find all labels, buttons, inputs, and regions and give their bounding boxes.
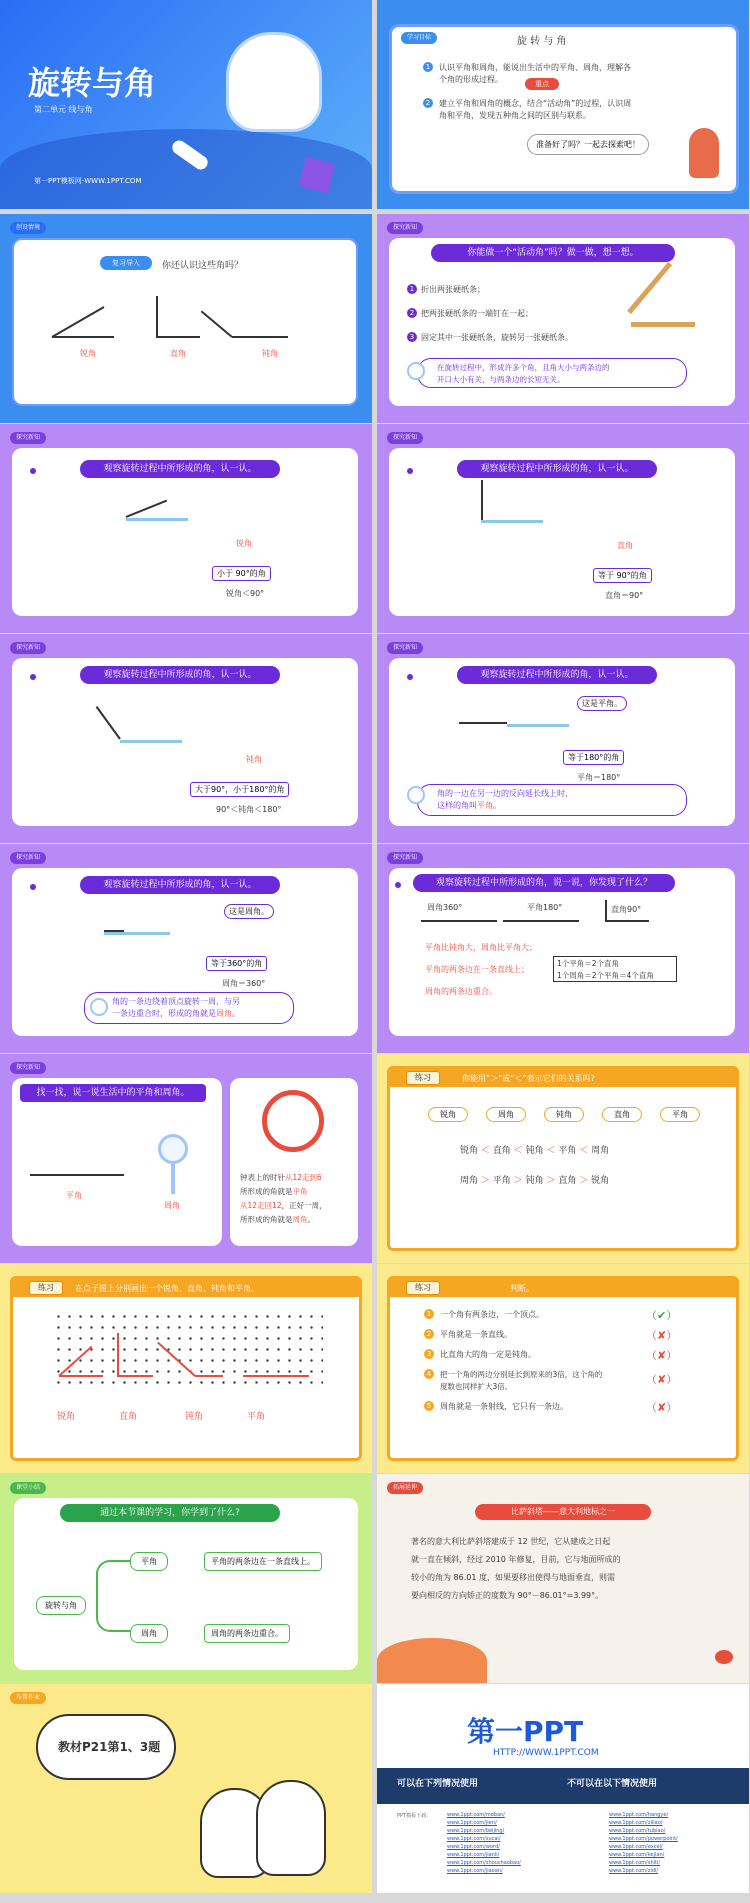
summary-card	[14, 1498, 358, 1670]
bullet-dot	[30, 674, 36, 680]
summary-root: 旋转与角	[36, 1596, 86, 1615]
cover-title: 旋转与角	[28, 64, 157, 102]
homework-task: 教材P21第1、3题	[58, 1740, 161, 1754]
draw-tag: 练习	[29, 1281, 63, 1295]
relation-2: 1个周角＝2个平角＝4个直角	[557, 971, 654, 980]
compare-tag: 探究新知	[387, 852, 423, 864]
note-text-end: 。	[232, 1009, 240, 1018]
life-tag: 探究新知	[10, 1062, 46, 1074]
full-def-box: 等于360°的角	[206, 956, 267, 971]
straight-tag: 探究新知	[387, 642, 423, 654]
paren: （	[646, 1309, 657, 1322]
row1-sign: ＜	[579, 1146, 589, 1156]
obtuse-name: 钝角	[246, 755, 262, 764]
straight-relation: 平角＝180°	[577, 773, 621, 782]
note-text: 这样的角叫	[437, 801, 477, 810]
branch-lines	[96, 1560, 130, 1632]
acute-tag: 探究新知	[10, 432, 46, 444]
brand-link2-2[interactable]: www.1ppt.com/tubiao/	[609, 1828, 666, 1834]
judge-item-4b: 度数也同样扩大3倍。	[440, 1382, 513, 1391]
extend-line-4: 要向相反的方向矫正的度数为 90°－86.01°=3.99°。	[411, 1591, 604, 1600]
note-text: 一条边重合时，形成的角就是	[112, 1009, 216, 1018]
slide-summary[interactable]	[0, 1474, 372, 1683]
order-tag: 练习	[406, 1071, 440, 1085]
summary-header: 通过本节课的学习，你学到了什么?	[60, 1504, 280, 1522]
paren: ）	[666, 1309, 678, 1322]
clock-highlight: 周角	[292, 1215, 308, 1224]
ladybug-icon	[715, 1650, 733, 1664]
clock-icon	[262, 1090, 324, 1152]
review-badge: 复习导入	[100, 256, 152, 270]
relation-1: 1个平角＝2个直角	[557, 959, 620, 968]
brand-link2-4[interactable]: www.1ppt.com/excel/	[609, 1844, 663, 1850]
slide-brand[interactable]	[377, 1684, 749, 1893]
clock-text: 所形成的角就是	[240, 1215, 293, 1224]
bullet-dot	[407, 468, 413, 474]
judge-result-3	[646, 1347, 677, 1363]
homework-tag: 布置作业	[10, 1692, 46, 1704]
bullet-dot	[395, 882, 401, 888]
activity-tag: 探究新知	[387, 222, 423, 234]
right-def-box: 等于 90°的角	[593, 568, 652, 583]
step-2-num: 2	[407, 308, 417, 318]
life-full: 周角	[164, 1201, 180, 1210]
chip-3[interactable]: 直角	[602, 1107, 642, 1122]
paren: ）	[666, 1373, 678, 1386]
draw-straight	[243, 1375, 309, 1377]
summary-branch-2: 周角	[130, 1624, 168, 1643]
acute-base	[52, 336, 114, 338]
extend-tag: 拓展延伸	[387, 1482, 423, 1494]
fixed-strip	[481, 520, 543, 523]
goals-tag: 学习目标	[401, 32, 437, 44]
judge-result-2	[646, 1327, 677, 1343]
mascot-icon	[90, 998, 108, 1016]
strip-horizontal	[631, 322, 695, 327]
judge-num-1: 1	[424, 1309, 434, 1319]
life-card-left	[12, 1078, 222, 1246]
cross-icon: ✘	[657, 1329, 667, 1342]
draw-label-1: 直角	[119, 1412, 138, 1422]
slide-judge[interactable]	[377, 1264, 749, 1473]
clock-highlight: 从12走回12	[240, 1201, 282, 1210]
extend-line-1: 著名的意大利比萨斜塔建成于 12 世纪，它从建成之日起	[411, 1537, 611, 1546]
paren: （	[646, 1349, 657, 1362]
goal-1-text-b: 个角的形成过程。	[439, 75, 503, 84]
acute-def-box: 小于 90°的角	[212, 566, 271, 581]
bullet-dot	[407, 674, 413, 680]
row2-sign: ＞	[546, 1176, 556, 1186]
judge-num-3: 3	[424, 1349, 434, 1359]
judge-item-1: 一个角有两条边，一个顶点。	[440, 1310, 544, 1319]
row1-item: 锐角	[460, 1146, 479, 1156]
brand-link-2[interactable]: www.1ppt.com/beijing/	[447, 1828, 505, 1834]
goals-card	[389, 24, 739, 194]
label-straight: 平角180°	[527, 903, 563, 912]
step-1-num: 1	[407, 284, 417, 294]
brand-link-0[interactable]: www.1ppt.com/moban/	[447, 1812, 505, 1818]
full-arm	[104, 930, 124, 932]
robot-illustration	[226, 32, 322, 132]
acute-relation: 锐角＜90°	[226, 589, 265, 598]
note-highlight: 周角	[216, 1009, 232, 1018]
slide-extend[interactable]	[377, 1474, 749, 1683]
right-header: 观察旋转过程中所形成的角，认一认。	[457, 460, 657, 478]
brand-logo: 第一PPT	[467, 1715, 584, 1748]
clock-line-1	[240, 1172, 322, 1183]
straight-line	[503, 920, 579, 922]
paren: ）	[666, 1349, 678, 1362]
obtuse-def-box: 大于90°，小于180°的角	[190, 782, 289, 797]
obtuse-tag: 探究新知	[10, 642, 46, 654]
judge-head	[390, 1279, 736, 1297]
draw-right-vert	[117, 1333, 119, 1375]
finding-1: 平角比钝角大，周角比平角大；	[425, 943, 537, 952]
brand-cannot: 不可以在以下情况使用	[567, 1779, 658, 1789]
row2-item: 平角	[492, 1176, 511, 1186]
slide-acute[interactable]	[0, 424, 372, 633]
goals-bubble: 准备好了吗？一起去探索吧！	[527, 134, 649, 155]
judge-tag: 练习	[406, 1281, 440, 1295]
draw-panel	[10, 1276, 362, 1461]
order-panel	[387, 1066, 739, 1251]
right-vert	[605, 900, 607, 922]
judge-result-1	[646, 1307, 677, 1323]
step-3-num: 3	[407, 332, 417, 342]
mascot-icon	[407, 362, 425, 380]
straight-header: 观察旋转过程中所形成的角，认一认。	[457, 666, 657, 684]
draw-right-base	[117, 1375, 153, 1377]
full-note-1: 角的一条边绕着顶点旋转一周，与另	[112, 997, 240, 1006]
activity-note-1: 在旋转过程中，形成许多个角，且角大小与两条边的	[437, 363, 610, 372]
draw-obtuse-base	[195, 1375, 223, 1377]
clock-text: 所形成的角就是	[240, 1187, 293, 1196]
review-label-acute: 锐角	[80, 349, 96, 358]
clock-highlight: 平角	[292, 1187, 308, 1196]
row1-item: 平角	[558, 1146, 577, 1156]
straight-def-box: 等于180°的角	[563, 750, 624, 765]
bullet-dot	[30, 468, 36, 474]
row1-item: 钝角	[525, 1146, 544, 1156]
judge-item-4: 把一个角的两边分别延长到原来的3倍，这个角的	[440, 1370, 603, 1379]
full-relation: 周角＝360°	[222, 979, 266, 988]
goals-title: 旋 转 与 角	[517, 36, 567, 47]
life-straight: 平角	[66, 1191, 82, 1200]
slide-full[interactable]	[0, 844, 372, 1053]
review-question: 你还认识这些角吗？	[162, 261, 244, 271]
activity-header: 你能做一个“活动角”吗？做一做，想一想。	[431, 244, 675, 262]
clock-line-2	[240, 1186, 308, 1197]
slide-activity[interactable]	[377, 214, 749, 423]
full-header: 观察旋转过程中所形成的角，认一认。	[80, 876, 280, 894]
brand-link2-7[interactable]: www.1ppt.com/zidi/	[609, 1868, 659, 1874]
full-tag: 探究新知	[10, 852, 46, 864]
slide-draw[interactable]	[0, 1264, 372, 1473]
right-name: 直角	[617, 541, 633, 550]
straight-note-2	[437, 800, 501, 811]
goal-1-num: 1	[423, 62, 433, 72]
judge-panel	[387, 1276, 739, 1461]
step-3: 固定其中一张硬纸条，旋转另一张硬纸条。	[421, 333, 573, 342]
fan-stand	[171, 1164, 175, 1194]
straight-arm	[459, 722, 507, 724]
draw-question: 在点子图上分别画出一个锐角、直角、钝角和平角。	[75, 1284, 259, 1293]
obtuse-header: 观察旋转过程中所形成的角，认一认。	[80, 666, 280, 684]
cross-icon: ✘	[657, 1373, 667, 1386]
slide-obtuse[interactable]	[0, 634, 372, 843]
row2-item: 钝角	[525, 1176, 544, 1186]
brand-link-6[interactable]: www.1ppt.com/shouchaobao/	[447, 1860, 521, 1866]
judge-item-2: 平角就是一条直线。	[440, 1330, 512, 1339]
row2-sign: ＞	[480, 1176, 490, 1186]
fixed-strip	[104, 932, 170, 935]
finding-3: 周角的两条边重合。	[425, 987, 497, 996]
acute-name: 锐角	[236, 539, 252, 548]
label-right: 直角90°	[611, 905, 642, 914]
summary-tag: 课堂小结	[10, 1482, 46, 1494]
clock-text: 钟表上的时针	[240, 1173, 285, 1182]
cover-site: 第一PPT模板网-WWW.1PPT.COM	[34, 177, 142, 185]
chip-1[interactable]: 周角	[486, 1107, 526, 1122]
draw-acute-base	[59, 1375, 103, 1377]
goal-1-text: 认识平角和周角，能说出生活中的平角、周角，理解各	[439, 63, 631, 72]
draw-label-2: 钝角	[185, 1412, 204, 1422]
clock-line-4	[240, 1214, 315, 1225]
brand-link2-6[interactable]: www.1ppt.com/shiti/	[609, 1860, 661, 1866]
compare-header: 观察旋转过程中所形成的角，说一说，你发现了什么？	[413, 874, 675, 892]
fixed-strip	[507, 724, 569, 727]
review-label-obtuse: 钝角	[262, 349, 278, 358]
paren: （	[646, 1401, 657, 1414]
chip-0[interactable]: 锐角	[428, 1107, 468, 1122]
slide-right[interactable]	[377, 424, 749, 633]
row1-sign: ＜	[480, 1146, 490, 1156]
clock-text: ，正好一周，	[281, 1201, 327, 1210]
paren: ）	[666, 1329, 678, 1342]
life-header: 找一找，说一说生活中的平角和周角。	[20, 1084, 206, 1102]
right-relation: 直角＝90°	[605, 591, 644, 600]
row2-item: 直角	[558, 1176, 577, 1186]
fixed-strip	[120, 740, 182, 743]
slide-cover[interactable]	[0, 0, 372, 209]
summary-detail-2: 周角的两条边重合。	[204, 1624, 290, 1643]
clock-highlight: 从12走到6	[285, 1173, 322, 1182]
slide-goals[interactable]	[377, 0, 749, 209]
slide-compare[interactable]	[377, 844, 749, 1053]
slide-straight[interactable]	[377, 634, 749, 843]
draw-label-0: 锐角	[57, 1412, 76, 1422]
goal-2-text: 建立平角和周角的概念，结合“活动角”的过程，认识周	[439, 99, 632, 108]
paren: （	[646, 1373, 657, 1386]
chip-2[interactable]: 钝角	[544, 1107, 584, 1122]
boy-illustration	[689, 128, 719, 178]
finding-2: 平角的两条边在一条直线上；	[425, 965, 529, 974]
clock-text-end: 。	[307, 1215, 315, 1224]
brand-link-4[interactable]: www.1ppt.com/word/	[447, 1844, 500, 1850]
row2-sign: ＞	[579, 1176, 589, 1186]
note-text-end: 。	[493, 801, 501, 810]
cover-subtitle: 第二单元 线与角	[34, 105, 93, 114]
obtuse-relation: 90°＜钝角＜180°	[216, 805, 282, 814]
flower-illustration	[377, 1638, 487, 1683]
full-bubble: 这是周角。	[224, 904, 274, 919]
goal-2-text-b: 角和平角，发现五种角之间的区别与联系。	[439, 111, 591, 120]
label-full: 周角360°	[427, 903, 463, 912]
order-question: 你能用“＞”或“＜”表示它们的关系吗?	[462, 1074, 595, 1083]
full-note-2	[112, 1008, 240, 1019]
brand-link2-0[interactable]: www.1ppt.com/hangye/	[609, 1812, 669, 1818]
activity-note-2: 开口大小有关，与两条边的长短无关。	[437, 375, 565, 384]
brand-link2-3[interactable]: www.1ppt.com/powerpoint/	[609, 1836, 678, 1842]
bullet-dot	[30, 884, 36, 890]
brand-link2-5[interactable]: www.1ppt.com/kejian/	[609, 1852, 665, 1858]
extend-title: 比萨斜塔——意大利地标之一	[475, 1504, 651, 1520]
row1-item: 周角	[591, 1146, 610, 1156]
judge-result-5	[646, 1399, 677, 1415]
straight-bubble: 这是平角。	[577, 696, 627, 711]
right-angle-vert	[156, 296, 158, 336]
judge-item-3: 比直角大的角一定是钝角。	[440, 1350, 536, 1359]
fixed-strip	[126, 518, 188, 521]
row1-sign: ＜	[513, 1146, 523, 1156]
check-icon: ✔	[657, 1309, 667, 1322]
judge-num-4: 4	[424, 1369, 434, 1379]
judge-result-4	[646, 1371, 677, 1387]
judge-num-5: 5	[424, 1401, 434, 1411]
review-tag: 创设情境	[10, 222, 46, 234]
slide-homework[interactable]	[0, 1684, 372, 1893]
row1-sign: ＜	[546, 1146, 556, 1156]
brand-link-7[interactable]: www.1ppt.com/jiaoan/	[447, 1868, 503, 1874]
right-tag: 探究新知	[387, 432, 423, 444]
mascot-icon	[407, 786, 425, 804]
summary-detail-1: 平角的两条边在一条直线上。	[204, 1552, 322, 1571]
cross-icon: ✘	[657, 1349, 667, 1362]
extend-line-3: 较小的角为 86.01 度，如果要移出使得与地面垂直，则需	[411, 1573, 615, 1582]
obtuse-base	[232, 336, 288, 338]
slide-order[interactable]	[377, 1054, 749, 1263]
brand-link2-1[interactable]: www.1ppt.com/ziliao/	[609, 1820, 663, 1826]
brand-link-3[interactable]: www.1ppt.com/sucai/	[447, 1836, 501, 1842]
order-row-2	[460, 1173, 609, 1186]
slide-review[interactable]	[0, 214, 372, 423]
right-line	[605, 920, 649, 922]
right-angle-base	[156, 336, 200, 338]
brand-can-label: PPT模板下载：	[397, 1813, 432, 1819]
brand-can: 可以在下列情况使用	[397, 1779, 479, 1789]
astronaut-illustration-2	[256, 1780, 326, 1876]
goal-2-num: 2	[423, 98, 433, 108]
extend-line-2: 就一直在倾斜，经过 2010 年修复，目前，它与地面所成的	[411, 1555, 621, 1564]
judge-question: 判断。	[510, 1284, 534, 1293]
draw-label-3: 平角	[247, 1412, 266, 1422]
paren: ）	[666, 1401, 678, 1414]
acute-header: 观察旋转过程中所形成的角，认一认。	[80, 460, 280, 478]
paren: （	[646, 1329, 657, 1342]
note-highlight: 平角	[477, 801, 493, 810]
judge-item-5: 周角就是一条射线，它只有一条边。	[440, 1402, 568, 1411]
right-arm	[481, 480, 483, 520]
row1-item: 直角	[492, 1146, 511, 1156]
order-row-1	[460, 1143, 609, 1156]
chip-4[interactable]: 平角	[660, 1107, 700, 1122]
brand-link-1[interactable]: www.1ppt.com/jieri/	[447, 1820, 497, 1826]
key-badge: 重点	[525, 78, 559, 90]
judge-num-2: 2	[424, 1329, 434, 1339]
step-1: 折出两张硬纸条；	[421, 285, 485, 294]
straight-note-1: 角的一边在另一边的反向延长线上时，	[437, 789, 573, 798]
clock-line-3	[240, 1200, 327, 1211]
row2-item: 周角	[460, 1176, 479, 1186]
brand-link-5[interactable]: www.1ppt.com/jianli/	[447, 1852, 500, 1858]
step-2: 把两张硬纸条的一端钉在一起；	[421, 309, 533, 318]
slide-life[interactable]	[0, 1054, 372, 1263]
row2-item: 锐角	[591, 1176, 610, 1186]
fan-icon	[158, 1134, 188, 1164]
row2-sign: ＞	[513, 1176, 523, 1186]
review-label-right: 直角	[170, 349, 186, 358]
brand-url: HTTP://WWW.1PPT.COM	[493, 1748, 599, 1758]
cross-icon: ✘	[657, 1401, 667, 1414]
summary-branch-1: 平角	[130, 1552, 168, 1571]
straight-sample	[30, 1174, 124, 1176]
full-line	[421, 920, 497, 922]
